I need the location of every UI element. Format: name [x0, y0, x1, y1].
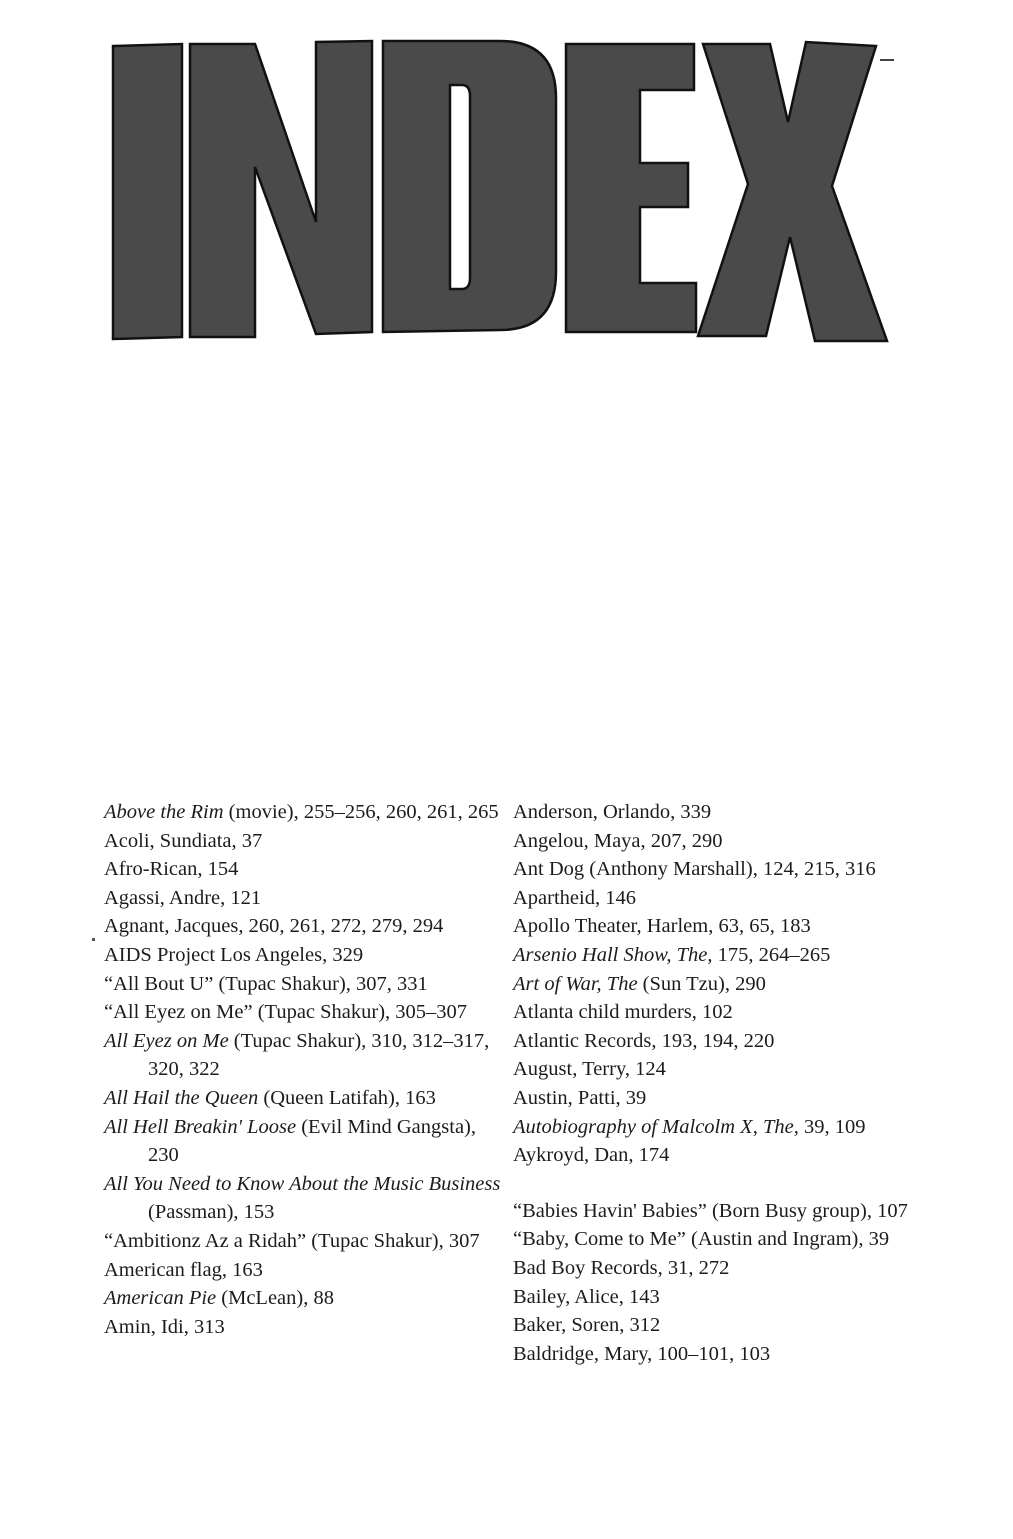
entry-title: Art of War, The: [513, 972, 638, 995]
index-entry: [104, 912, 504, 941]
index-entry: [513, 1254, 913, 1283]
entry-title: Arsenio Hall Show, The,: [513, 943, 713, 966]
heading-letter-d: [383, 41, 556, 332]
index-entry: [104, 827, 504, 856]
entry-text: Angelou, Maya, 207, 290: [513, 829, 723, 852]
heading-letter-e: [566, 44, 696, 332]
index-entry: [104, 855, 504, 884]
stray-dash-mark: [880, 59, 894, 61]
entry-text: (Evil Mind Gangsta), 230: [148, 1115, 476, 1167]
index-entry: [104, 1170, 504, 1227]
index-entry: [104, 941, 504, 970]
entry-text: (Sun Tzu), 290: [637, 972, 766, 995]
index-entry: [104, 798, 504, 827]
entry-text: (Tupac Shakur), 310, 312–317, 320, 322: [148, 1029, 490, 1081]
index-entry: [104, 1113, 504, 1170]
index-entry: [104, 1227, 504, 1256]
entry-title: All Hell Breakin' Loose: [104, 1115, 297, 1138]
entry-text: AIDS Project Los Angeles, 329: [104, 943, 364, 966]
entry-text: 39, 109: [798, 1115, 866, 1138]
entry-text: Baldridge, Mary, 100–101, 103: [513, 1342, 771, 1365]
entry-text: Agassi, Andre, 121: [104, 886, 262, 909]
entry-text: (McLean), 88: [216, 1287, 334, 1310]
entry-text: Anderson, Orlando, 339: [513, 801, 712, 823]
entry-text: August, Terry, 124: [513, 1058, 666, 1081]
index-entry: [513, 798, 913, 827]
index-entry: [513, 884, 913, 913]
index-entry: [513, 855, 913, 884]
index-entry: [513, 998, 913, 1027]
index-entry: [104, 1084, 504, 1113]
entry-title: Above the Rim: [104, 801, 224, 823]
entry-text: American flag, 163: [104, 1258, 263, 1281]
index-group-b: [513, 1197, 913, 1369]
index-entry: [104, 1284, 504, 1313]
group-spacer: [513, 1170, 913, 1197]
index-entry: [513, 941, 913, 970]
index-entry: [513, 1340, 913, 1369]
index-entry: [513, 1141, 913, 1170]
entry-text: (Queen Latifah), 163: [258, 1086, 436, 1109]
entry-text: Agnant, Jacques, 260, 261, 272, 279, 294: [104, 915, 444, 938]
entry-text: Aykroyd, Dan, 174: [513, 1144, 670, 1167]
entry-text: (movie), 255–256, 260, 261, 265: [223, 801, 499, 823]
entry-text: (Passman), 153: [148, 1201, 275, 1224]
index-entry: [513, 912, 913, 941]
index-entry: [104, 998, 504, 1027]
entry-text: “Baby, Come to Me” (Austin and Ingram), 39: [513, 1228, 890, 1251]
index-entry: [513, 1225, 913, 1254]
index-entry: [513, 1197, 913, 1226]
index-column-right: [513, 798, 913, 1368]
index-entry: [104, 1256, 504, 1285]
entry-title: Autobiography of Malcolm X, The,: [513, 1115, 799, 1138]
index-entry: [513, 1055, 913, 1084]
index-entry: [513, 827, 913, 856]
index-heading: [0, 0, 1013, 400]
index-entry: [513, 1027, 913, 1056]
heading-letter-n: [190, 41, 372, 337]
index-entry: [513, 1113, 913, 1142]
entry-text: Bailey, Alice, 143: [513, 1285, 660, 1308]
entry-text: 175, 264–265: [712, 943, 831, 966]
entry-text: Apartheid, 146: [513, 886, 636, 909]
index-entry: [104, 1313, 504, 1342]
entry-title: All Hail the Queen: [104, 1086, 259, 1109]
entry-text: Baker, Soren, 312: [513, 1314, 661, 1337]
entry-text: “Ambitionz Az a Ridah” (Tupac Shakur), 307: [104, 1229, 480, 1252]
entry-text: Ant Dog (Anthony Marshall), 124, 215, 316: [513, 858, 876, 881]
entry-text: Acoli, Sundiata, 37: [104, 829, 263, 852]
heading-letter-i: [113, 44, 182, 339]
index-entry: [513, 1283, 913, 1312]
entry-title: American Pie: [104, 1287, 217, 1310]
entry-title: All You Need to Know About the Music Business: [104, 1172, 501, 1195]
entry-text: Apollo Theater, Harlem, 63, 65, 183: [513, 915, 811, 938]
index-entry: [513, 1311, 913, 1340]
entry-text: Austin, Patti, 39: [513, 1086, 647, 1109]
index-entry: [513, 1084, 913, 1113]
entry-text: Atlanta child murders, 102: [513, 1001, 733, 1024]
entry-text: Bad Boy Records, 31, 272: [513, 1256, 730, 1279]
entry-text: “All Eyez on Me” (Tupac Shakur), 305–307: [104, 1001, 468, 1024]
index-entry: [104, 970, 504, 999]
heading-letter-x: [698, 42, 887, 341]
entry-text: Amin, Idi, 313: [104, 1315, 225, 1338]
entry-title: All Eyez on Me: [104, 1029, 229, 1052]
entry-text: “All Bout U” (Tupac Shakur), 307, 331: [104, 972, 428, 995]
index-entry: [513, 970, 913, 999]
stray-mark: [92, 938, 95, 941]
index-entry: [104, 884, 504, 913]
entry-text: “Babies Havin' Babies” (Born Busy group), 107: [513, 1199, 908, 1222]
entry-text: Afro-Rican, 154: [104, 858, 239, 881]
index-column-left: [104, 798, 504, 1341]
index-entry: [104, 1027, 504, 1084]
index-group-a: [513, 798, 913, 1170]
entry-text: Atlantic Records, 193, 194, 220: [513, 1029, 775, 1052]
